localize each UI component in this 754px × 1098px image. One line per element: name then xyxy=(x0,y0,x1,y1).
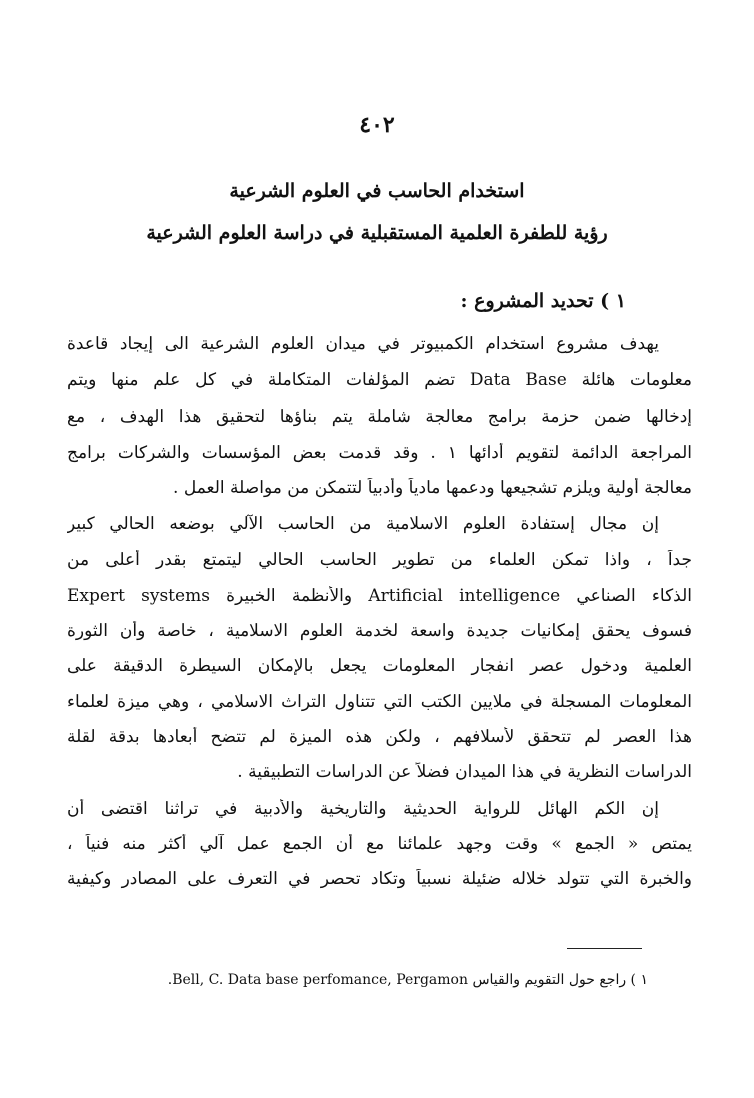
body-line: معلومات هائلة Data Base تضم المؤلفات المتكاملة في كل علم منها ويتم xyxy=(67,370,692,390)
body-line: الذكاء الصناعي Artificial intelligence والأنظمة الخبيرة Expert systems xyxy=(67,586,692,606)
footnote: ١ ) راجع حول التقويم والقياس Bell, C. Data base perfomance, Pergamon. xyxy=(167,972,648,988)
body-line: هذا العصر لم تتحقق لأسلافهم ، ولكن هذه الميزة لم تتضح أبعادها بدقة لقلة xyxy=(67,727,692,747)
body-line: إن الكم الهائل للرواية الحديثية والتاريخية والأدبية في تراثنا اقتضى أن xyxy=(67,799,659,819)
body-line: إدخالها ضمن حزمة برامج معالجة شاملة يتم بناؤها لتحقيق هذا الهدف ، مع xyxy=(67,407,692,427)
body-line: يمتص « الجمع » وقت وجهد علمائنا مع أن الجمع عمل آلي أكثر منه فنياً ، xyxy=(67,834,692,854)
document-title: استخدام الحاسب في العلوم الشرعية xyxy=(229,180,525,202)
body-line: المعلومات المسجلة في ملايين الكتب التي تتناول التراث الاسلامي ، وهي ميزة لعلماء xyxy=(67,692,692,712)
body-line: إن مجال إستفادة العلوم الاسلامية من الحاسب الآلي بوضعه الحالي كبير xyxy=(67,514,659,534)
section-heading: ١ ) تحديد المشروع : xyxy=(460,290,626,312)
document-subtitle: رؤية للطفرة العلمية المستقبلية في دراسة العلوم الشرعية xyxy=(146,222,608,244)
body-line: جداً ، واذا تمكن العلماء من تطوير الحاسب الحالي ليتمتع بقدر أعلى من xyxy=(67,550,692,570)
page-number: ٤٠٢ xyxy=(359,112,395,138)
body-line: فسوف يحقق إمكانيات جديدة واسعة لخدمة العلوم الاسلامية ، خاصة وأن الثورة xyxy=(67,621,692,641)
body-line: معالجة أولية ويلزم تشجيعها ودعمها مادياً وأدبياً لتتمكن من مواصلة العمل . xyxy=(173,478,692,498)
footnote-divider xyxy=(567,948,642,949)
body-line: يهدف مشروع استخدام الكمبيوتر في ميدان العلوم الشرعية الى إيجاد قاعدة xyxy=(67,334,659,354)
body-line: العلمية ودخول عصر انفجار المعلومات يجعل بالإمكان السيطرة الدقيقة على xyxy=(67,656,692,676)
body-line: والخبرة التي تتولد خلاله ضئيلة نسبياً وتكاد تحصر في التعرف على المصادر وكيفية xyxy=(67,869,692,889)
body-line: المراجعة الدائمة لتقويم أدائها ١ . وقد قدمت بعض المؤسسات والشركات برامج xyxy=(67,443,692,463)
body-line: الدراسات النظرية في هذا الميدان فضلاً عن الدراسات التطبيقية . xyxy=(237,762,692,782)
